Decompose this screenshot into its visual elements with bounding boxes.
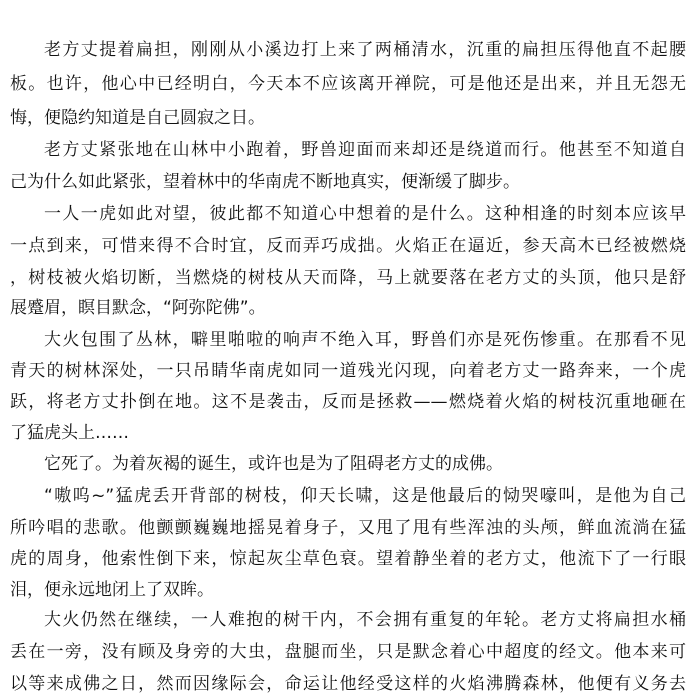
text-line: 了猛虎头上…… [10,423,129,443]
text-line: ，树枝被火焰切断，当燃烧的树枝从天而降，马上就要落在老方丈的头顶，他只是舒 [10,268,686,288]
text-line: 己为什么如此紧张，望着林中的华南虎不断地真实，便渐缓了脚步。 [10,172,520,192]
text-line: 泪，便永远地闭上了双眸。 [10,580,214,600]
text-line: 一点到来，可惜来得不合时宜，反而弄巧成拙。火焰正在逼近，参天高木已经被燃烧 [10,236,686,256]
text-line: 展蹙眉，瞑目默念，“阿弥陀佛”。 [10,298,266,318]
text-line: 虎的周身，他索性倒下来，惊起灰尘草色衰。望着静坐着的老方丈，他流下了一行眼 [10,549,686,569]
text-line: 跃，将老方丈扑倒在地。这不是袭击，反而是拯救——燃烧着火焰的树枝沉重地砸在 [10,392,686,412]
text-line: 以等来成佛之日，然而因缘际会，命运让他经受这样的火焰沸腾森林，他便有义务去 [10,674,686,694]
text-line: 一人一虎如此对望，彼此都不知道心中想着的是什么。这种相逢的时刻本应该早 [44,204,686,224]
text-line: “嗷呜~”猛虎丢开背部的树枝，仰天长啸，这是他最后的恸哭嚎叫，是他为自己 [44,486,686,506]
text-line: 老方丈提着扁担，刚刚从小溪边打上来了两桶清水，沉重的扁担压得他直不起腰 [44,40,686,60]
text-line: 所吟唱的悲歌。他颤颤巍巍地摇晃着身子，又甩了甩有些浑浊的头颅，鲜血流淌在猛 [10,518,686,538]
text-line: 悔，便隐约知道是自己圆寂之日。 [10,108,265,128]
text-line: 大火包围了丛林，噼里啪啦的响声不绝入耳，野兽们亦是死伤惨重。在那看不见 [44,330,686,350]
text-line: 它死了。为着灰褐的诞生，或许也是为了阻碍老方丈的成佛。 [44,454,503,474]
text-line: 丢在一旁，没有顾及身旁的大虫，盘腿而坐，只是默念着心中超度的经文。他本来可 [10,642,686,662]
text-line: 老方丈紧张地在山林中小跑着，野兽迎面而来却还是绕道而行。他甚至不知道自 [44,140,686,160]
text-line: 板。也许，他心中已经明白，今天本不应该离开禅院，可是他还是出来，并且无怨无 [10,74,686,94]
text-line: 大火仍然在继续，一人难抱的树干内，不会拥有重复的年轮。老方丈将扁担水桶 [44,610,686,630]
text-line: 青天的树林深处，一只吊睛华南虎如同一道残光闪现，向着老方丈一路奔来，一个虎 [10,361,686,381]
